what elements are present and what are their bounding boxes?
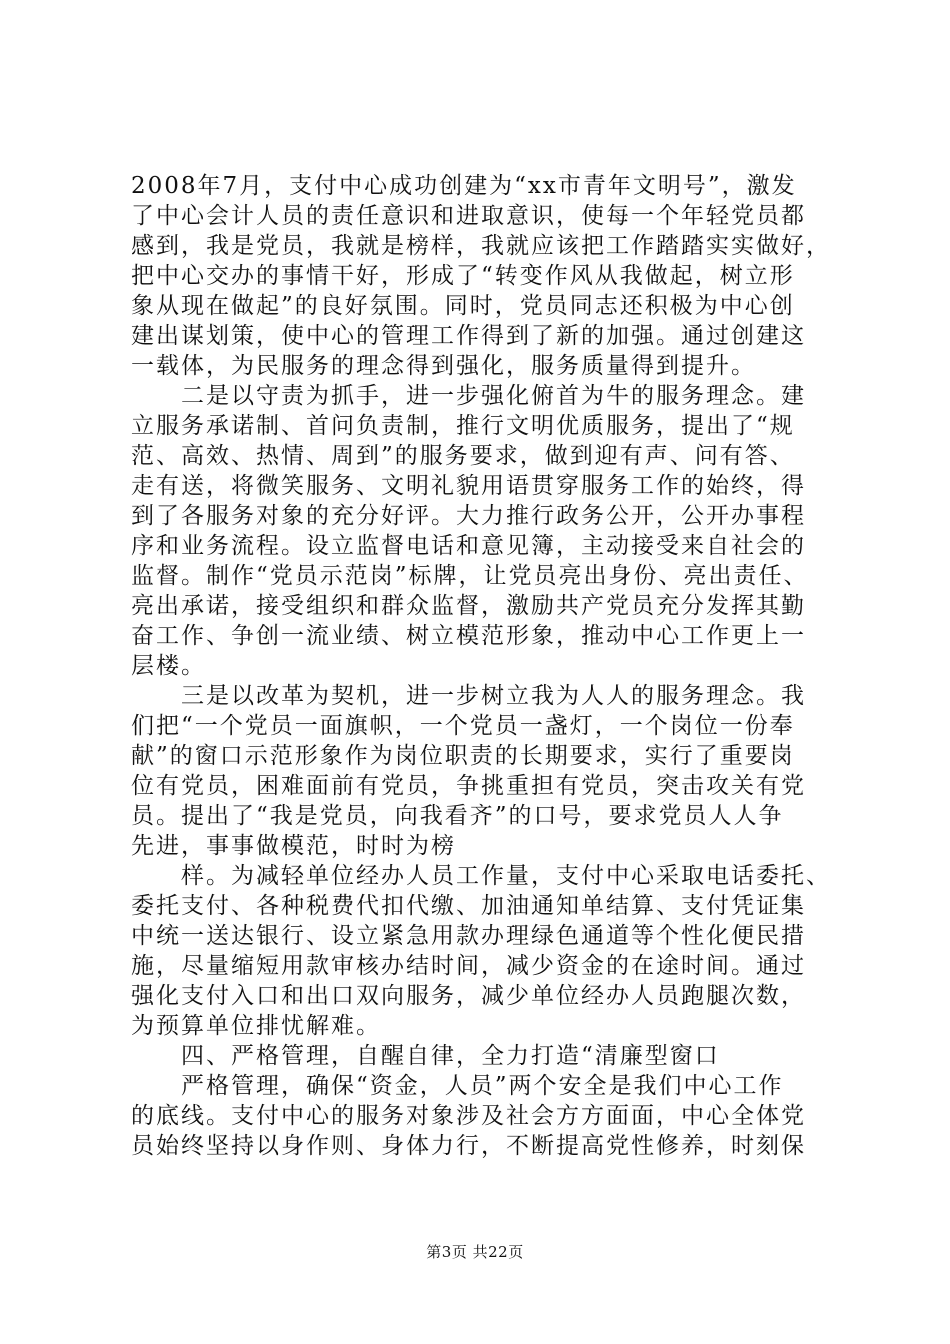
text-line: 监督。制作“党员示范岗”标牌，让党员亮出身份、亮出责任、 <box>131 563 809 589</box>
text-line: 员始终坚持以身作则、身体力行，不断提高党性修养，时刻保 <box>131 1133 806 1159</box>
text-line: 2008年7月，支付中心成功创建为“xx市青年文明号”，激发 <box>131 173 797 199</box>
text-line: 象从现在做起”的良好氛围。同时，党员同志还积极为中心创 <box>131 293 795 319</box>
text-line: 为预算单位排忧解难。 <box>131 1013 381 1039</box>
text-line: 范、高效、热情、周到”的服务要求，做到迎有声、问有答、 <box>131 443 795 469</box>
text-line: 感到，我是党员，我就是榜样，我就应该把工作踏踏实实做好， <box>131 233 831 259</box>
text-line: 走有送，将微笑服务、文明礼貌用语贯穿服务工作的始终，得 <box>131 473 806 499</box>
text-line: 亮出承诺，接受组织和群众监督，激励共产党员充分发挥其勤 <box>131 593 806 619</box>
text-line: 二是以守责为抓手，进一步强化俯首为牛的服务理念。建 <box>181 383 806 409</box>
text-line: 们把“一个党员一面旗帜，一个党员一盏灯，一个岗位一份奉 <box>131 713 795 739</box>
text-line: 建出谋划策，使中心的管理工作得到了新的加强。通过创建这 <box>131 323 806 349</box>
text-line: 层楼。 <box>131 653 206 679</box>
text-line: 奋工作、争创一流业绩、树立模范形象，推动中心工作更上一 <box>131 623 806 649</box>
text-line: 序和业务流程。设立监督电话和意见簿，主动接受来自社会的 <box>131 533 806 559</box>
text-line: 先进，事事做模范，时时为榜 <box>131 833 456 859</box>
text-line: 三是以改革为契机，进一步树立我为人人的服务理念。我 <box>181 683 806 709</box>
text-line: 到了各服务对象的充分好评。大力推行政务公开，公开办事程 <box>131 503 806 529</box>
text-line: 了中心会计人员的责任意识和进取意识，使每一个年轻党员都 <box>131 203 806 229</box>
body-text <box>131 171 831 1161</box>
text-line: 把中心交办的事情干好，形成了“转变作风从我做起，树立形 <box>131 263 795 289</box>
text-line: 立服务承诺制、首问负责制，推行文明优质服务，提出了“规 <box>131 413 795 439</box>
text-line: 委托支付、各种税费代扣代缴、加油通知单结算、支付凭证集 <box>131 893 806 919</box>
text-line: 四、严格管理，自醒自律，全力打造“清廉型窗口 <box>181 1043 720 1069</box>
text-line: 施，尽量缩短用款审核办结时间，减少资金的在途时间。通过 <box>131 953 806 979</box>
text-line: 强化支付入口和出口双向服务，减少单位经办人员跑腿次数， <box>131 983 806 1009</box>
page-footer: 第3页 共22页 <box>426 1243 524 1261</box>
text-line: 员。提出了“我是党员，向我看齐”的口号，要求党员人人争 <box>131 803 784 829</box>
text-line: 的底线。支付中心的服务对象涉及社会方方面面，中心全体党 <box>131 1103 806 1129</box>
text-line: 样。为减轻单位经办人员工作量，支付中心采取电话委托、 <box>181 863 831 889</box>
text-line: 一载体，为民服务的理念得到强化，服务质量得到提升。 <box>131 353 756 379</box>
text-line: 位有党员，困难面前有党员，争挑重担有党员，突击攻关有党 <box>131 773 806 799</box>
text-line: 严格管理，确保“资金，人员”两个安全是我们中心工作 <box>181 1073 784 1099</box>
text-line: 中统一送达银行、设立紧急用款办理绿色通道等个性化便民措 <box>131 923 806 949</box>
text-line: 献”的窗口示范形象作为岗位职责的长期要求，实行了重要岗 <box>131 743 795 769</box>
